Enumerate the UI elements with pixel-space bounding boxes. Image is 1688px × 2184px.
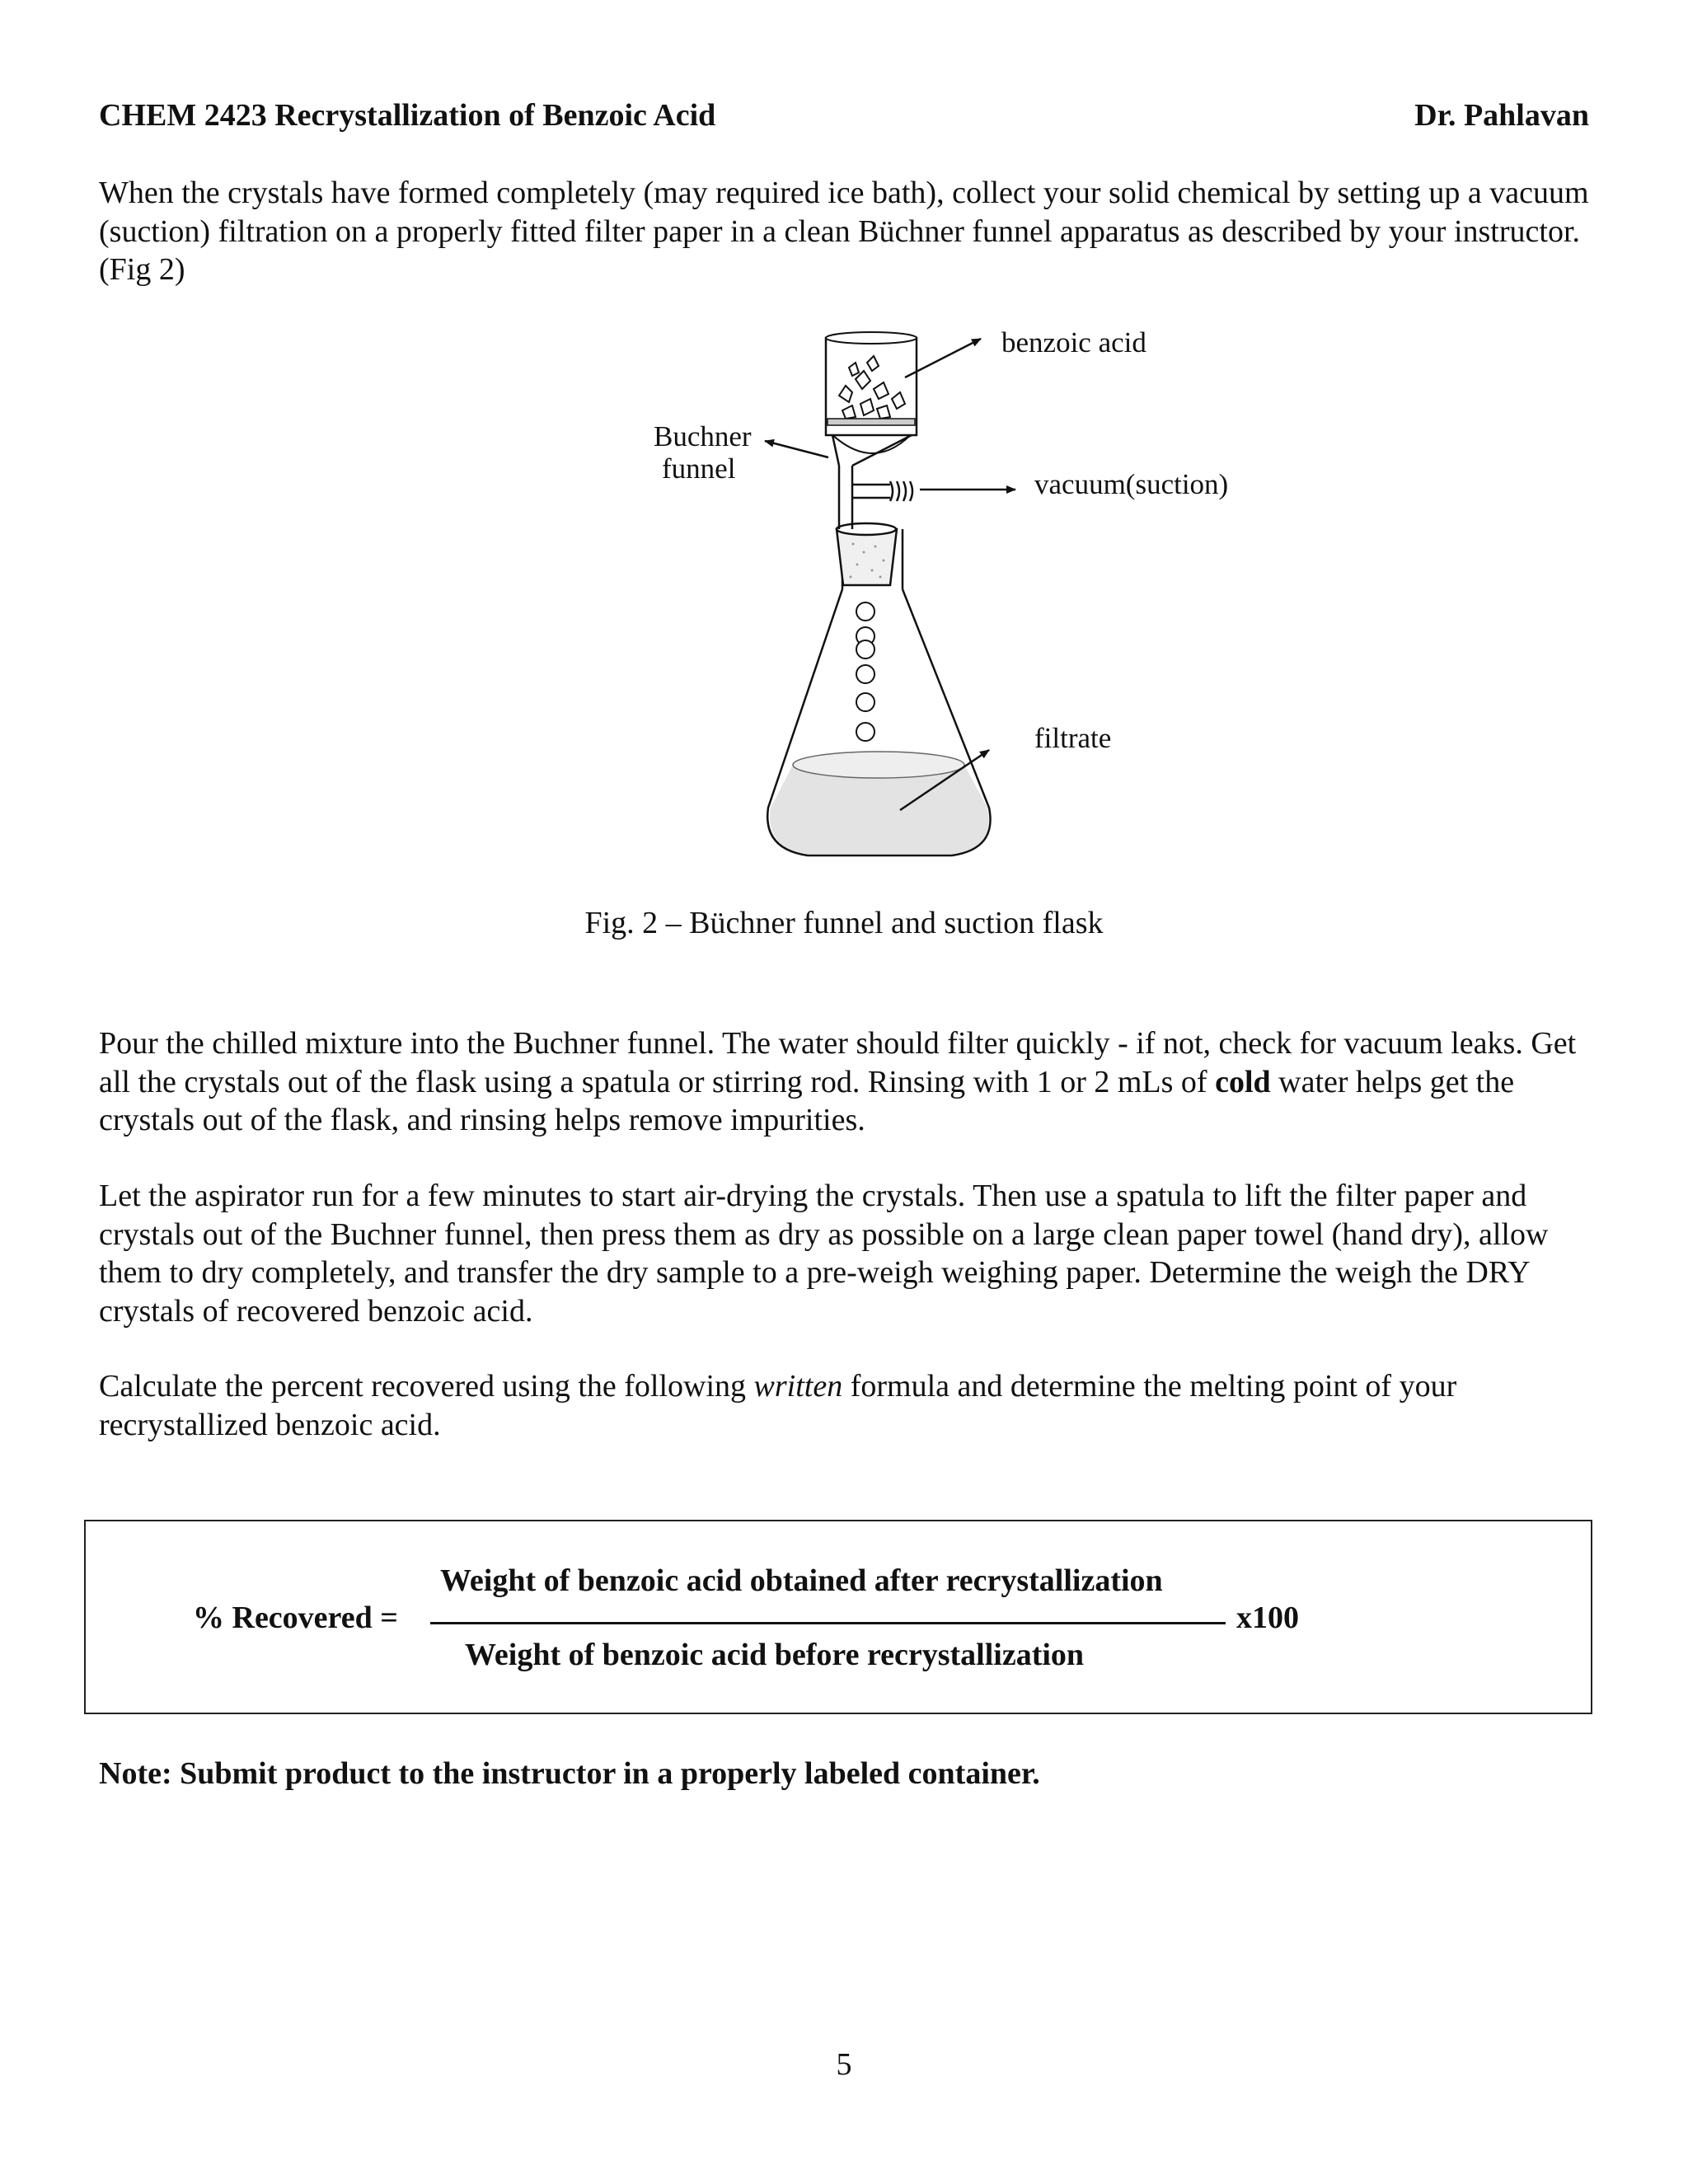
filter-paper [828,419,915,425]
author-name: Dr. Pahlavan [1414,98,1589,133]
calculate-text-part1: Calculate the percent recovered using the following [99,1369,754,1404]
filtrate-surface [793,752,964,778]
fraction-bar [430,1622,1226,1624]
benzoic-acid-label: benzoic acid [1001,326,1146,359]
calculate-text-part2: formula and determine the melting point of your recrystallized benzoic acid. [99,1369,1457,1442]
funnel-rim [826,332,917,344]
recovery-formula-box [84,1520,1592,1714]
submission-note: Note: Submit product to the instructor in a properly labeled container. [99,1756,1040,1791]
buchner-funnel-figure [577,313,1319,890]
buchner-funnel-arrow [765,441,828,457]
document-title: CHEM 2423 Recrystallization of Benzoic Acid [99,98,716,133]
filtrate-label: filtrate [1034,722,1112,754]
page-header [99,97,1589,134]
stopper-top [837,523,896,535]
pour-paragraph [99,1024,1591,1140]
calculate-text-italic: written [753,1369,843,1404]
formula-multiplier: x100 [1236,1601,1299,1635]
side-arm [852,481,912,501]
calculate-paragraph [99,1367,1591,1444]
vacuum-label: vacuum(suction) [1034,468,1229,500]
intro-paragraph: When the crystals have formed completely (may required ice bath), collect your solid chemical by setting up a vacuum (suction) filtration on a properly fitted filter paper in a clean Büchner funnel apparatus as described by your instructor. (Fig 2) [99,176,1589,287]
figure-caption: Fig. 2 – Büchner funnel and suction flask [584,906,1104,940]
filtrate-drops [856,602,874,741]
formula-numerator: Weight of benzoic acid obtained after recrystallization [440,1563,1163,1598]
buchner-label-line2: funnel [662,452,736,485]
aspirator-paragraph: Let the aspirator run for a few minutes to start air-drying the crystals. Then use a spatula to lift the filter paper and crystals out of the Buchner funnel, then press them as dry as possible on a large clean paper towel (hand dry), allow them to dry completely, and transfer the dry sample to a pre-weigh weighing paper. Determine the weigh the DRY crystals of recovered benzoic acid. [99,1179,1549,1329]
funnel-stem [839,466,852,529]
page-number: 5 [836,2047,852,2082]
pour-text-bold: cold [1215,1064,1271,1099]
formula-left-side: % Recovered = [193,1601,398,1635]
buchner-apparatus-diagram [577,313,1319,890]
pour-text-part2: water helps get the crystals out of the flask, and rinsing helps remove impurities. [99,1064,1515,1137]
rubber-stopper [837,529,897,585]
buchner-label-line1: Buchner [654,420,752,452]
funnel-cone [832,435,912,466]
pour-text-part1: Pour the chilled mixture into the Buchner funnel. The water should filter quickly - if not, check for vacuum leaks. Get all the crystals out of the flask using a spatula or stirring rod. Rinsing with 1 or 2 mLs of [99,1026,1577,1099]
formula-denominator: Weight of benzoic acid before recrystallization [465,1638,1085,1672]
